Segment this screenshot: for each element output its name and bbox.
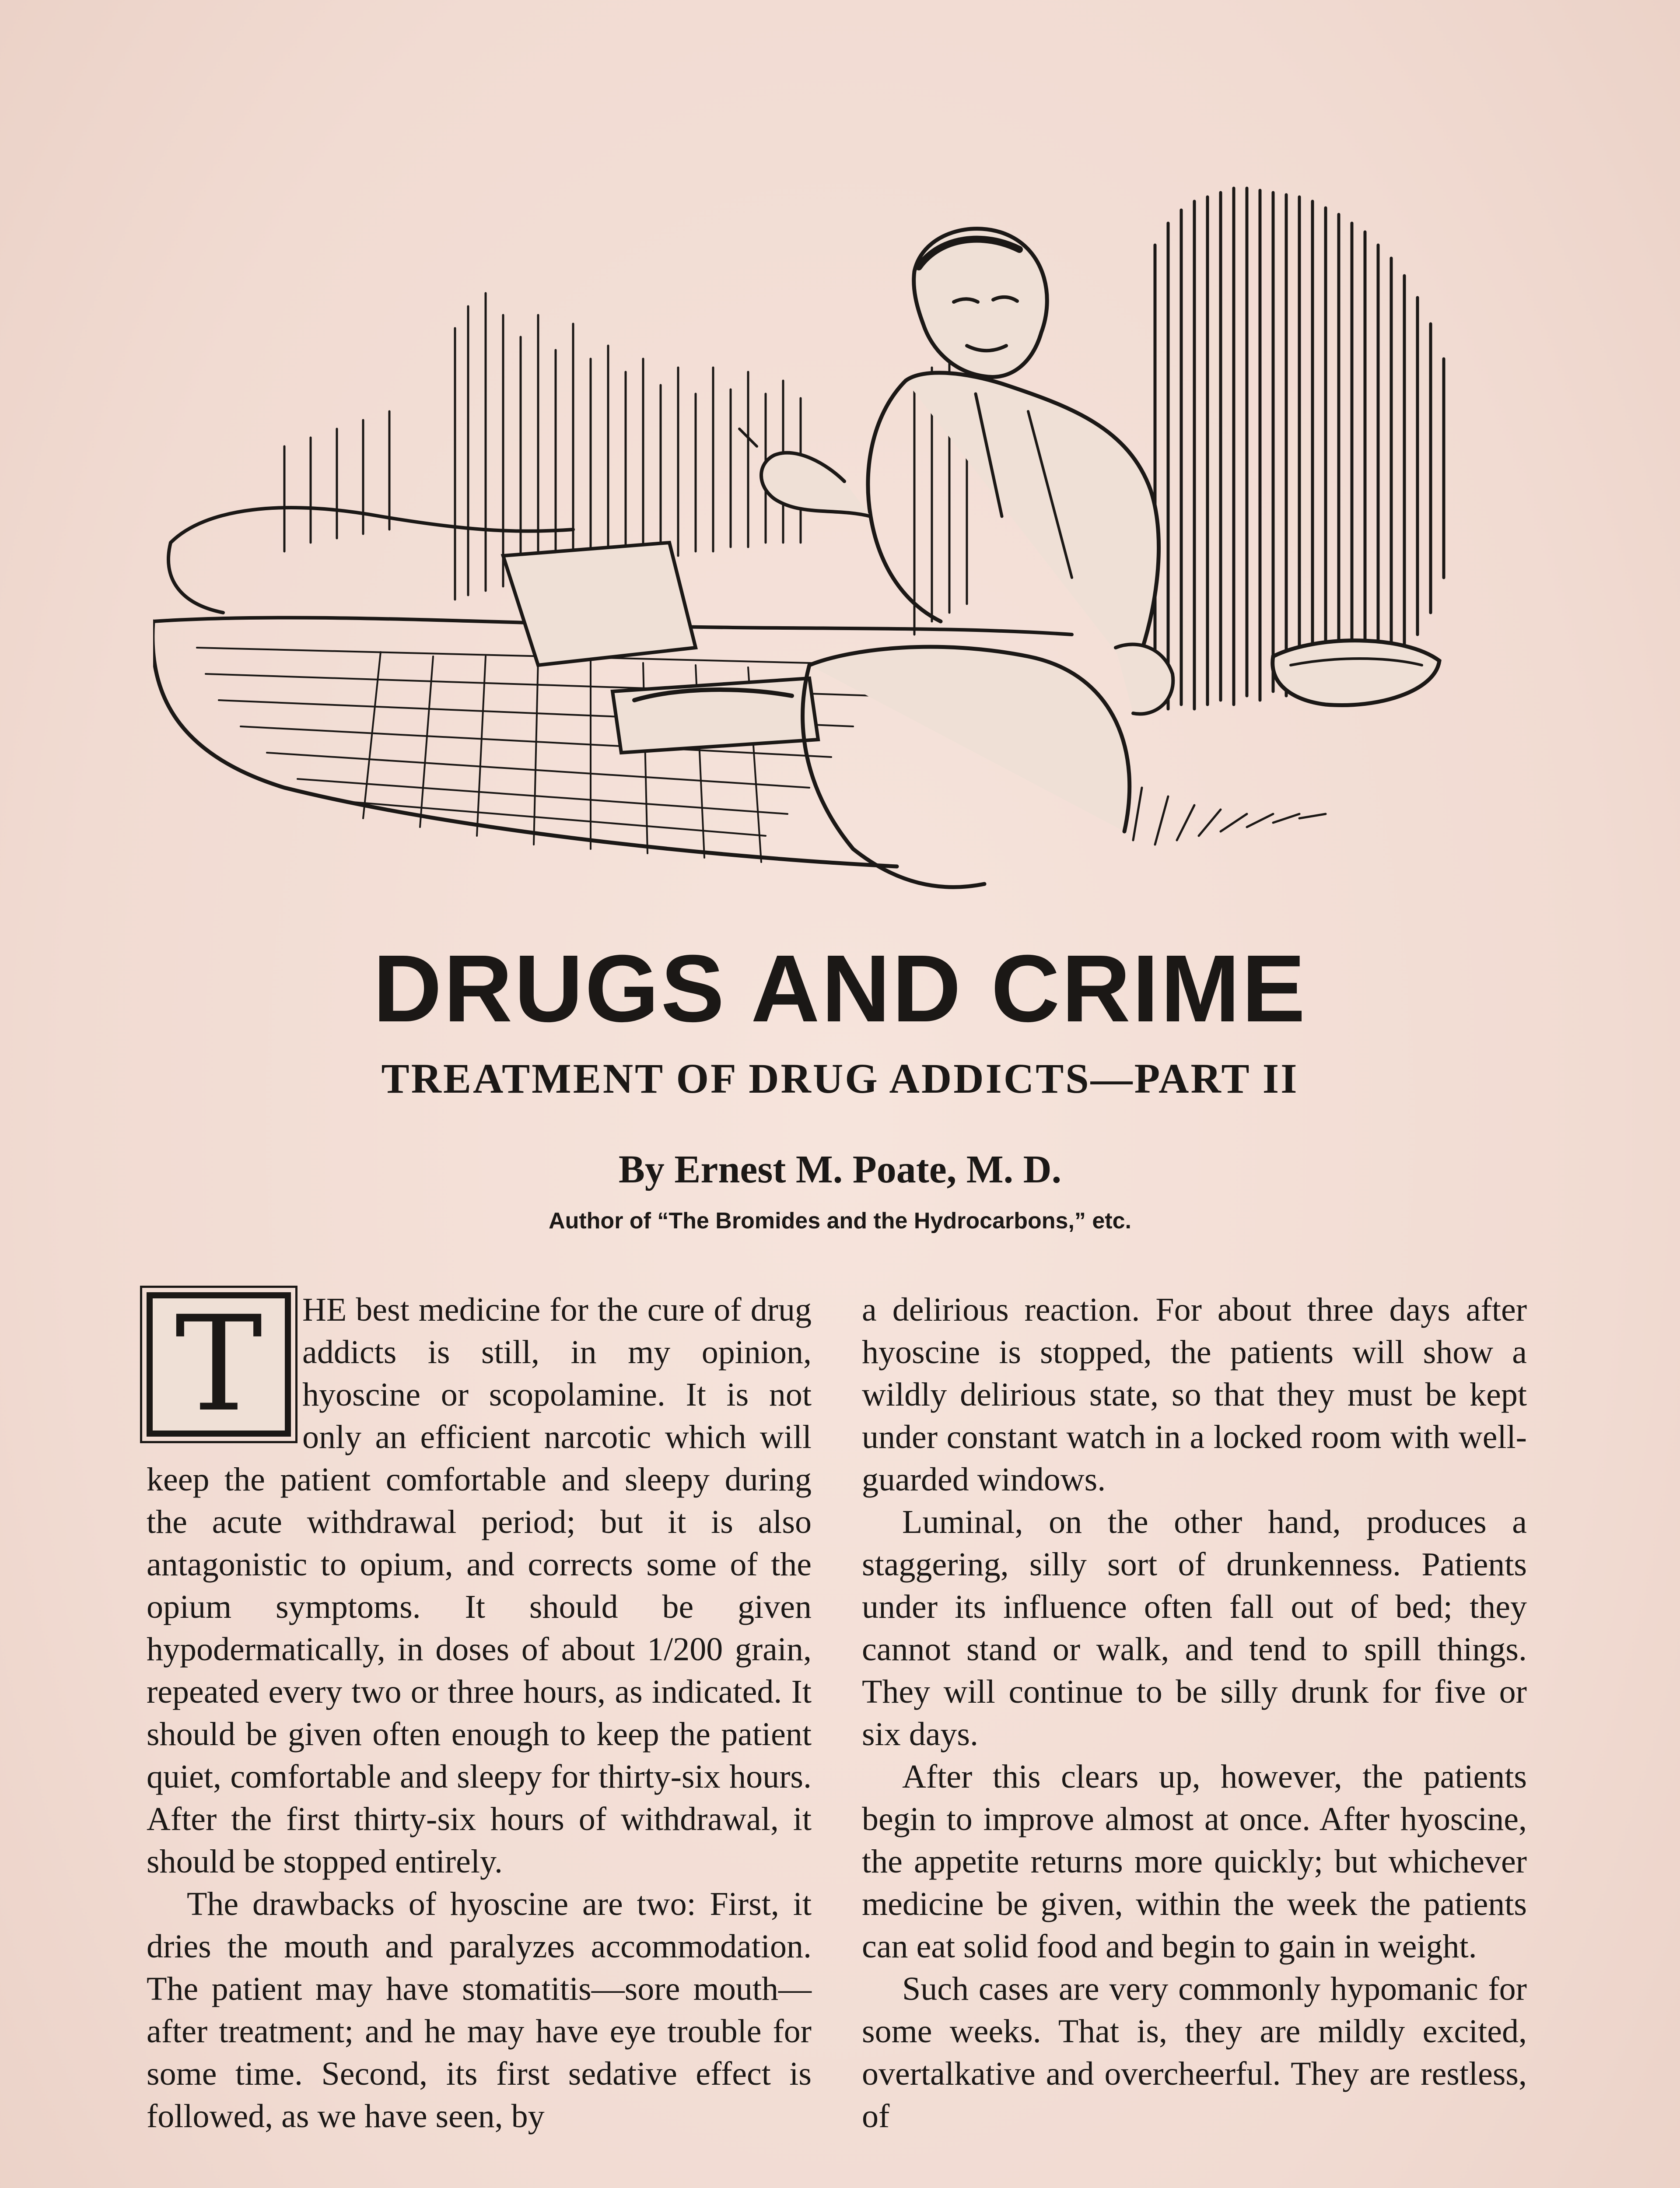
article-title: DRUGS AND CRIME	[373, 936, 1307, 1042]
paragraph: Such cases are very commonly hypomanic for some weeks. That is, they are mildly excited, overtalkative and overcheerful. They are restless, of	[862, 1971, 1527, 2135]
article-byline: By Ernest M. Poate, M. D.	[618, 1148, 1062, 1191]
article-subtitle: TREATMENT OF DRUG ADDICTS—PART II	[381, 1055, 1299, 1102]
paragraph: Luminal, on the other hand, produces a staggering, silly sort of drunkenness. Patients under its influence often fall out of bed; they cannot stand or walk, and tend to spill things. They will continue to be silly drunk for five or six days.	[862, 1504, 1527, 1753]
illustration-man-on-bed	[153, 184, 1536, 906]
left-column	[147, 1289, 812, 2138]
paragraph: a delirious reaction. For about three days after hyoscine is stopped, the patients will show a wildly delirious state, so that they must be kept under constant watch in a locked room with well-guarded windows.	[862, 1291, 1527, 1498]
drop-cap: T	[147, 1292, 291, 1437]
right-column	[862, 1289, 1527, 2138]
author-note: Author of “The Bromides and the Hydrocarbons,” etc.	[549, 1208, 1131, 1234]
paragraph: HE best medicine for the cure of drug addicts is still, in my opinion, hyoscine or scopolamine. It is not only an efficient narcotic which will keep the patient comfortable and sleepy during the acute withdrawal period; but it is also antagonistic to opium, and corrects some of the opium symptoms. It should be given hypodermatically, in doses of about 1/200 grain, repeated every two or three hours, as indicated. It should be given often enough to keep the patient quiet, comfortable and sleepy for thirty-six hours. After the first thirty-six hours of withdrawal, it should be stopped entirely.	[147, 1291, 812, 1880]
paragraph: After this clears up, however, the patients begin to improve almost at once. After hyoscine, the appetite returns more quickly; but whichever medicine be given, within the week the patients can eat solid food and begin to gain in weight.	[862, 1758, 1527, 1965]
paragraph: The drawbacks of hyoscine are two: First, it dries the mouth and paralyzes accommodation. The patient may have stomatitis—sore mouth—after treatment; and he may have eye trouble for some time. Second, its first sedative effect is followed, as we have seen, by	[147, 1886, 812, 2135]
